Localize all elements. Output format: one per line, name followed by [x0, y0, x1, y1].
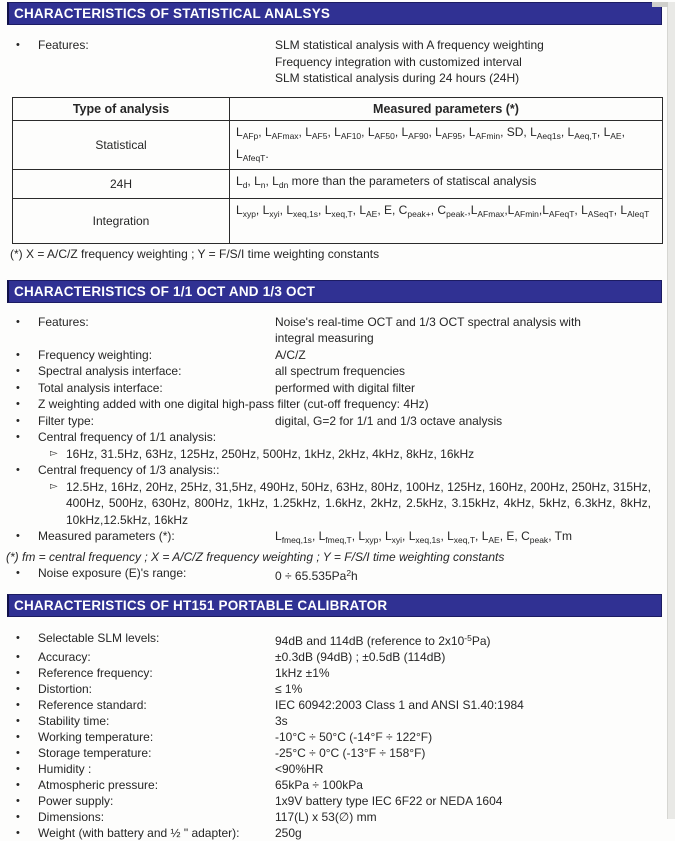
value-line: Noise's real-time OCT and 1/3 OCT spectral analysis with	[275, 314, 581, 329]
spec-value: IEC 60942:2003 Class 1 and ANSI S1.40:1984	[275, 697, 524, 712]
bullet-icon: •	[16, 778, 20, 791]
spec-label: Distortion:	[38, 681, 93, 696]
bullet-icon: •	[16, 730, 20, 743]
spec-label: Accuracy:	[38, 649, 91, 664]
bullet-icon: •	[16, 631, 20, 644]
bullet-icon: •	[16, 666, 20, 679]
frequency-values: 16Hz, 31.5Hz, 63Hz, 125Hz, 250Hz, 500Hz, 1kHz, 2kHz, 4kHz, 8kHz, 16kHz	[66, 446, 475, 461]
statistical-features-list	[0, 37, 675, 87]
spec-label: Central frequency of 1/1 analysis:	[38, 430, 217, 444]
bullet-icon: •	[16, 365, 20, 377]
spec-row-z-weighting	[0, 396, 675, 413]
spec-label: Power supply:	[38, 793, 114, 808]
bullet-icon: •	[16, 698, 20, 711]
spec-label: Weight (with battery and ½ " adapter):	[38, 825, 240, 840]
spec-value: ≤ 1%	[275, 681, 303, 696]
value-line: Frequency integration with customized interval	[275, 54, 522, 69]
spec-row-features	[0, 314, 675, 347]
spec-label: Reference standard:	[38, 697, 147, 712]
spec-row-central-11	[0, 429, 675, 446]
spec-label: Humidity :	[38, 761, 92, 776]
spec-value: digital, G=2 for 1/1 and 1/3 octave analysis	[275, 413, 503, 428]
analysis-type-cell: Integration	[13, 198, 230, 243]
analysis-type-cell: Statistical	[13, 120, 230, 169]
spec-row-distortion	[0, 681, 675, 697]
spec-value: -10°C ÷ 50°C (-14°F ÷ 122°F)	[275, 729, 433, 744]
spec-value: <90%HR	[275, 761, 324, 776]
bullet-icon: •	[16, 714, 20, 727]
col-header-type-of-analysis: Type of analysis	[13, 97, 230, 120]
spec-value: performed with digital filter	[275, 380, 416, 395]
spec-value: 1x9V battery type IEC 6F22 or NEDA 1604	[275, 793, 503, 808]
section-title: CHARACTERISTICS OF 1/1 OCT AND 1/3 OCT	[14, 283, 316, 299]
spec-row-humidity	[0, 761, 675, 777]
spec-row-reference-standard	[0, 697, 675, 713]
frequency-list-13	[0, 479, 675, 529]
parameters-cell: $L_{xyp}$, $L_{xyi}$, $L_{xeq,1s}$, $L_{xeq,T}$, $L_{AE}$, E, $C_{peak+}$, $C_{peak-},L_{AFmax},L_{AFmin},L_{AFeqT}$, $L_{ASeqT}$, $L_{AleqT}$	[230, 198, 663, 243]
bullet-icon: •	[16, 682, 20, 695]
section-title: CHARACTERISTICS OF STATISTICAL ANALSYS	[14, 6, 331, 21]
page-corner-notch	[652, 2, 668, 7]
spec-value: -25°C ÷ 0°C (-13°F ÷ 158°F)	[275, 745, 426, 760]
oct-footnote: (*) fm = central frequency ; X = A/C/Z frequency weighting ; Y = F/S/I time weighting constants	[6, 549, 505, 564]
spec-label: Dimensions:	[38, 809, 105, 824]
spec-row-weight	[0, 825, 675, 841]
page-scan-edge	[667, 2, 675, 819]
table-row-statistical	[13, 120, 663, 169]
bullet-icon: •	[16, 567, 20, 579]
spec-label: Stability time:	[38, 713, 110, 728]
spec-row-reference-frequency	[0, 665, 675, 681]
section-header-oct	[7, 280, 662, 303]
spec-row-measured-parameters	[0, 528, 675, 549]
spec-label: Working temperature:	[38, 729, 154, 744]
analysis-type-cell: 24H	[13, 169, 230, 198]
bullet-icon: •	[16, 746, 20, 759]
spec-value: 250g	[275, 825, 302, 840]
bullet-icon: •	[16, 381, 20, 394]
spec-label: Selectable SLM levels:	[38, 630, 160, 645]
measured-parameters-table	[12, 97, 663, 244]
table-row-24h	[13, 169, 663, 198]
spec-row-central-13	[0, 462, 675, 479]
bullet-icon: •	[16, 762, 20, 775]
spec-row-features	[0, 37, 675, 87]
value-line: SLM statistical analysis with A frequency weighting	[275, 38, 544, 52]
value-line: SLM statistical analysis during 24 hours (24H)	[275, 71, 520, 85]
spec-row-working-temperature	[0, 729, 675, 745]
bullet-icon: •	[16, 810, 20, 823]
spec-label: Spectral analysis interface:	[38, 364, 182, 378]
oct-spec-list	[0, 314, 675, 585]
spec-label: Filter type:	[38, 413, 95, 428]
table-footnote: (*) X = A/C/Z frequency weighting ; Y = F/S/I time weighting constants	[10, 246, 380, 261]
spec-label: Central frequency of 1/3 analysis::	[38, 463, 220, 477]
spec-row-atmospheric-pressure	[0, 777, 675, 793]
spec-label: Noise exposure (E)'s range:	[38, 566, 187, 580]
spec-row-noise-exposure	[0, 565, 675, 585]
spec-value	[275, 314, 675, 347]
bullet-icon: •	[16, 315, 20, 328]
bullet-icon: •	[16, 650, 20, 663]
spec-row-frequency-weighting	[0, 347, 675, 364]
spec-label: Features:	[38, 38, 89, 52]
frequency-list-11	[0, 446, 675, 463]
spec-value: 117(L) x 53(∅) mm	[275, 809, 377, 824]
bullet-icon: •	[16, 398, 20, 410]
arrow-bullet-icon: ▻	[50, 480, 58, 492]
parameters-cell: $L_d$, $L_n$, $L_{dn}$ more than the parameters of statiscal analysis	[230, 169, 663, 198]
spec-label: Z weighting added with one digital high-pass filter (cut-off frequency: 4Hz)	[38, 397, 429, 411]
bullet-icon: •	[16, 826, 20, 839]
spec-label: Frequency weighting:	[38, 347, 153, 362]
spec-label: Storage temperature:	[38, 745, 152, 760]
spec-label: Measured parameters (*):	[38, 529, 175, 543]
bullet-icon: •	[16, 464, 20, 476]
bullet-icon: •	[16, 530, 20, 542]
bullet-icon: •	[16, 794, 20, 807]
spec-row-spectral-interface	[0, 363, 675, 380]
spec-value: 94dB and 114dB (reference to $2x10^{-5}Pa$)	[275, 632, 491, 648]
section-title: CHARACTERISTICS OF HT151 PORTABLE CALIBRATOR	[14, 597, 388, 613]
spec-value: all spectrum frequencies	[275, 364, 406, 378]
spec-value: 3s	[275, 713, 288, 728]
bullet-icon: •	[16, 348, 20, 361]
spec-row-storage-temperature	[0, 745, 675, 761]
spec-value: 65kPa ÷ 100kPa	[275, 777, 363, 792]
bullet-icon: •	[16, 414, 20, 427]
value-line: integral measuring	[275, 331, 374, 345]
spec-row-slm-levels	[0, 630, 675, 649]
spec-value: $0 \div 65.535Pa^2h$	[275, 568, 358, 583]
spec-value: 1kHz ±1%	[275, 665, 330, 680]
spec-row-stability-time	[0, 713, 675, 729]
calibrator-spec-list	[0, 630, 675, 841]
spec-value: ±0.3dB (94dB) ; ±0.5dB (114dB)	[275, 649, 446, 664]
bullet-icon: •	[16, 39, 20, 51]
section-header-statistical	[7, 2, 662, 25]
frequency-values: 12.5Hz, 16Hz, 20Hz, 25Hz, 31,5Hz, 490Hz, 50Hz, 63Hz, 80Hz, 100Hz, 125Hz, 160Hz, 200Hz, 250Hz, 315Hz, 400Hz, 500Hz, 630Hz, 800Hz, 1kHz, 1.25kHz, 1.6kHz, 2kHz, 2.5kHz, 3.15kHz, 4kHz, 5kHz, 6.3kHz, 8kHz, 10kHz,12.5kHz, 16kHz	[66, 479, 651, 527]
spec-value: $L_{fmeq,1s}$, $L_{fmeq,T}$, $L_{xyp}$, $L_{xyi}$, $L_{xeq,1s}$, $L_{xeq,T}$, $L_{AE}$, E, $C_{peak}$, Tm	[275, 529, 572, 545]
spec-value: A/C/Z	[275, 347, 306, 362]
parameters-cell: $L_{AFp}$, $L_{AFmax}$, $L_{AF5}$, $L_{AF10}$, $L_{AF50}$, $L_{AF90}$, $L_{AF95}$, $L_{AFmin}$, SD, $L_{Aeq1s}$, $L_{Aeq,T}$, $L_{AE}$, $L_{AfeqT}$.	[230, 120, 663, 169]
bullet-icon: •	[16, 431, 20, 443]
spec-label: Atmospheric pressure:	[38, 777, 159, 792]
spec-label: Reference frequency:	[38, 665, 153, 680]
col-header-measured-parameters: Measured parameters (*)	[230, 97, 663, 120]
spec-row-filter-type	[0, 413, 675, 430]
spec-row-accuracy	[0, 649, 675, 665]
table-row-integration	[13, 198, 663, 243]
spec-row-power-supply	[0, 793, 675, 809]
section-header-calibrator	[7, 594, 662, 617]
spec-row-total-interface	[0, 380, 675, 397]
spec-value	[275, 37, 675, 87]
spec-label: Total analysis interface:	[38, 380, 163, 395]
table-header-row	[13, 97, 663, 120]
arrow-bullet-icon: ▻	[50, 447, 58, 459]
spec-label: Features:	[38, 314, 89, 329]
